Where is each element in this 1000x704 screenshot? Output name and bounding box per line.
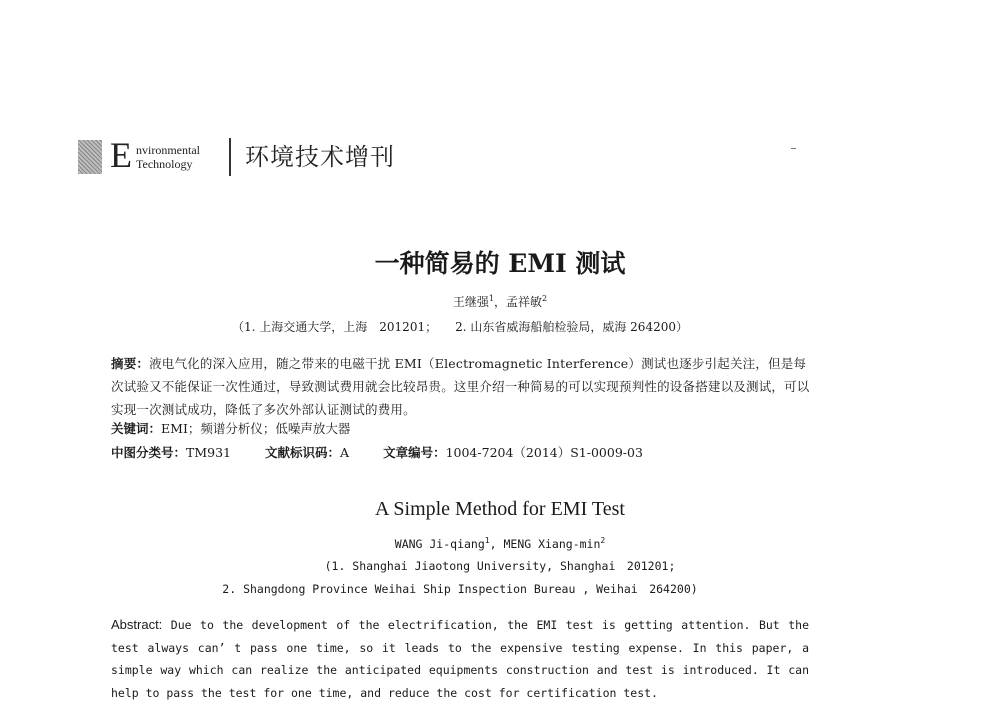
author2-sup: 2	[542, 294, 548, 303]
logo-letter: E	[110, 135, 132, 175]
paper-title-en: A Simple Method for EMI Test	[375, 498, 625, 520]
logo-block	[78, 140, 102, 174]
abstract-en	[111, 614, 809, 704]
author1-cn: 王继强	[452, 295, 489, 309]
logo-word-environmental: nvironmental	[136, 143, 200, 157]
affiliation-en-2: 2. Shangdong Province Weihai Ship Inspection Bureau , Weihai 264200)	[222, 582, 698, 596]
abstract-cn	[111, 352, 811, 421]
paper-title-cn: 一种简易的 EMI 测试	[374, 249, 626, 278]
abstract-en-text: Due to the development of the electrification, the EMI test is getting attention. But the test always can’ t pass one time, so it leads to the expensive testing expense. In this paper, a simple way which can realize the anticipated equipments construction and test is introduced. It can help to pass the test for one time, and reduce the cost for certification test.	[111, 618, 809, 700]
author1-en: WANG Ji-qiang	[394, 537, 485, 551]
journal-masthead	[78, 135, 418, 178]
author-sep-cn: ，	[493, 295, 506, 309]
clc-value: TM931	[186, 445, 232, 460]
authors-cn	[0, 293, 1000, 311]
author1-en-sup: 1	[484, 536, 490, 546]
author2-en-sup: 2	[600, 536, 606, 546]
affiliations-cn: （1. 上海交通大学，上海 201201； 2. 山东省威海船舶检验局，威海 264200）	[232, 320, 688, 334]
author-sep-en: ,	[489, 537, 504, 551]
affiliation-en-1: (1. Shanghai Jiaotong University, Shanghai 201201;	[324, 559, 676, 573]
author2-cn: 孟祥敏	[506, 295, 543, 309]
abstract-en-label: Abstract:	[111, 617, 163, 632]
doc-code-value: A	[340, 445, 350, 460]
article-no-label: 文章编号：	[383, 445, 446, 460]
author1-sup: 1	[488, 294, 494, 303]
keywords-label: 关键词：	[111, 421, 162, 436]
doc-code-label: 文献标识码：	[265, 445, 341, 460]
corner-mark	[791, 148, 796, 149]
keywords-cn	[111, 420, 350, 438]
journal-title-cn: 环境技术增刊	[245, 143, 395, 171]
abstract-cn-text: 液电气化的深入应用，随之带来的电磁干扰 EMI（Electromagnetic Interference）测试也逐步引起关注，但是每次试验又不能保证一次性通过，导致测试费用就会比较昂贵。这里介绍一种简易的可以实现预判性的设备搭建以及测试，可以实现一次测试成功，降低了多次外部认证测试的费用。	[111, 356, 810, 417]
classification-row	[111, 444, 643, 462]
author2-en: MENG Xiang-min	[503, 537, 601, 551]
authors-en	[0, 536, 1000, 552]
clc-label: 中图分类号：	[111, 445, 187, 460]
logo-word-technology: Technology	[136, 157, 193, 171]
article-no-value: 1004-7204（2014）S1-0009-03	[445, 445, 643, 460]
abstract-cn-label: 摘要：	[111, 356, 150, 371]
masthead-divider	[229, 138, 231, 176]
keywords-text: EMI；频谱分析仪；低噪声放大器	[161, 421, 351, 436]
